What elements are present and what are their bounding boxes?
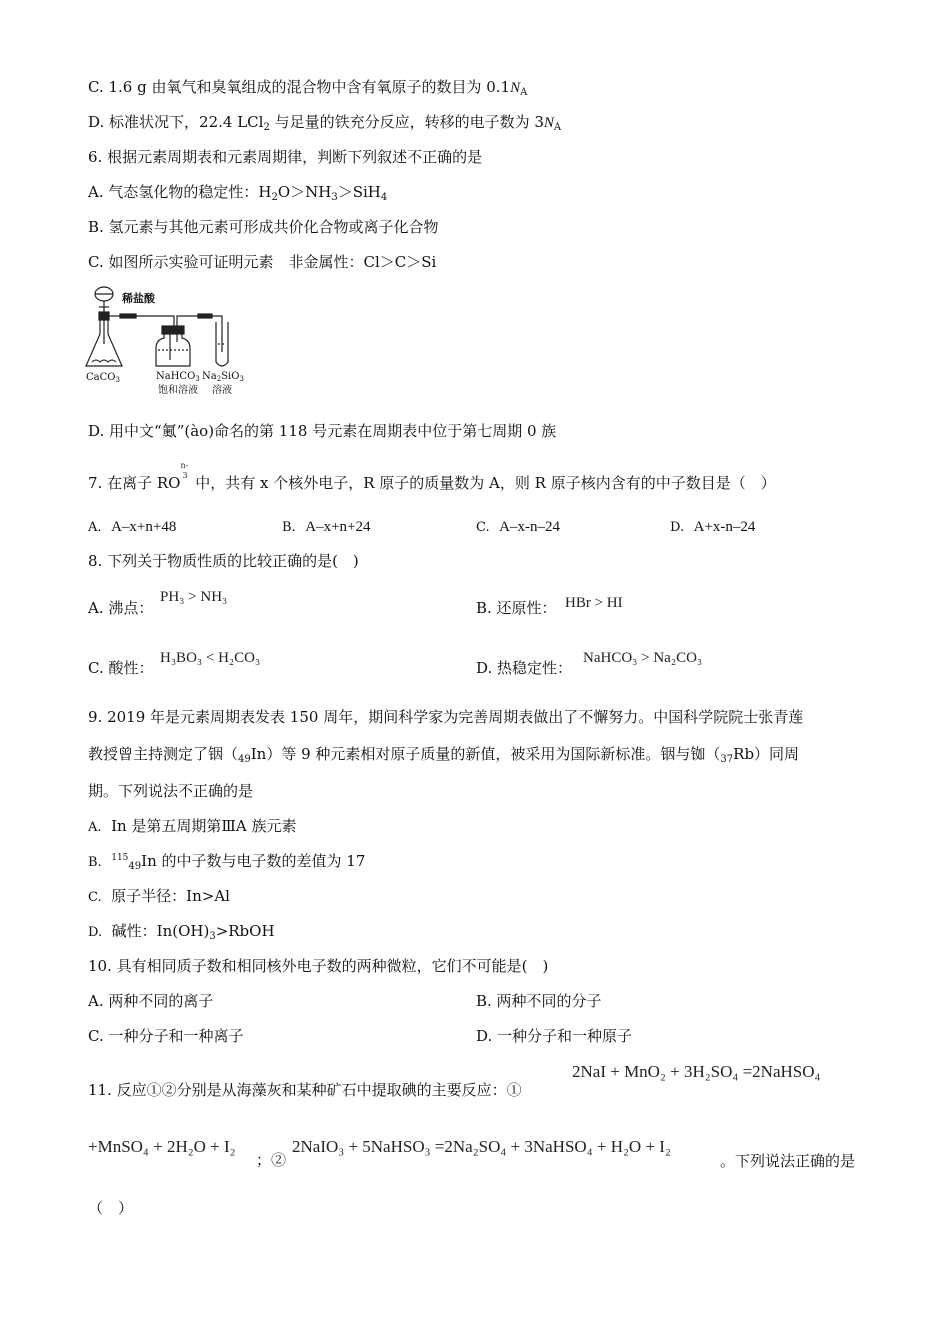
q6-option-d: D. 用中文“鿫”(ào)命名的第 118 号元素在周期表中位于第七周期 0 族 — [88, 422, 557, 440]
q8-stem: 8. 下列关于物质性质的比较正确的是( ) — [88, 552, 359, 570]
q9-option-b: B. $^{115}_{49}$In 的中子数与电子数的差值为 17 — [88, 852, 366, 872]
q11-equation-2: 2NaIO₃ + 5NaHSO₃ =2Na₂SO₄ + 3NaHSO₄ + H₂O + I₂ — [292, 1137, 671, 1156]
q11-separator: ；② — [256, 1151, 287, 1169]
q10-option-c: C. 一种分子和一种离子 — [88, 1027, 244, 1045]
q8-option-c: C. 酸性： — [88, 659, 154, 677]
q8-formula-b: HBr > HI — [565, 595, 623, 611]
q9-stem-line1: 9. 2019 年是元素周期表发表 150 周年，期间科学家为完善周期表做出了不懈努力。中国科学院院士张青莲 — [88, 708, 804, 726]
q6-option-c: C. 如图所示实验可证明元素 非金属性：Cl＞C＞Si — [88, 253, 437, 271]
q9-option-c: C. 原子半径：In>Al — [88, 887, 230, 905]
q7-option-d: D. A+x-n–24 — [670, 519, 756, 535]
q9-stem-line3: 期。下列说法不正确的是 — [88, 782, 254, 800]
q6-option-b: B. 氢元素与其他元素可形成共价化合物或离子化合物 — [88, 218, 439, 236]
q10-stem: 10. 具有相同质子数和相同核外电子数的两种微粒，它们不可能是( ) — [88, 957, 549, 975]
q11-equation-1b: +MnSO₄ + 2H₂O + I₂ — [88, 1137, 236, 1156]
q8-formula-c: H₃BO₃ < H₂CO₃ — [160, 650, 261, 666]
fig-label-caco3: CaCO$_3$ — [86, 372, 120, 384]
q6-stem: 6. 根据元素周期表和元素周期律，判断下列叙述不正确的是 — [88, 148, 483, 166]
q10-option-a: A. 两种不同的离子 — [88, 992, 214, 1010]
q11-answer-paren: （ ） — [88, 1199, 134, 1217]
q8-formula-a: PH₃ > NH₃ — [160, 589, 228, 605]
q11-stem: 11. 反应①②分别是从海藻灰和某种矿石中提取碘的主要反应：① — [88, 1081, 522, 1099]
q8-option-b: B. 还原性： — [476, 599, 557, 617]
q6-option-a: A. 气态氢化物的稳定性：$H_2O>NH_3>SiH_4$ — [88, 183, 388, 203]
fig-label-saturated: 饱和溶液 — [158, 385, 198, 396]
q9-option-d: D. 碱性：$In(OH)_3>RbOH$ — [88, 922, 275, 942]
q11-tail: 。下列说法正确的是 — [720, 1152, 856, 1170]
q11-equation-1a: 2NaI + MnO₂ + 3H₂SO₄ =2NaHSO₄ — [572, 1062, 821, 1081]
q7-option-b: B. A–x+n+24 — [282, 519, 371, 535]
q8-option-d: D. 热稳定性： — [476, 659, 573, 677]
fig-label-na2sio3: $Na_2SiO_3$ — [202, 371, 244, 383]
fig-label-acid: 稀盐酸 — [122, 292, 155, 305]
q5-option-c: C. 1.6 g 由氧气和臭氧组成的混合物中含有氧原子的数目为 $0.1N_A$ — [88, 78, 528, 98]
q10-option-d: D. 一种分子和一种原子 — [476, 1027, 633, 1045]
q9-stem-line2: 教授曾主持测定了铟$(_{49}In)$等 9 种元素相对原子质量的新值，被采用为国际新标准。铟与铷$(_{37}Rb)$同周 — [88, 745, 800, 765]
q7-stem: 7. 在离子 RO n- 3 中，共有 x 个核外电子，R 原子的质量数为 A，则 R 原子核内含有的中子数目是（ ） — [88, 461, 776, 492]
fig-label-nahco3: NaHCO$_3$ — [156, 371, 200, 383]
q9-option-a: A. In 是第五周期第ⅢA 族元素 — [88, 817, 297, 835]
q8-formula-d: NaHCO₃ > Na₂CO₃ — [583, 650, 703, 666]
q7-option-a: A. A–x+n+48 — [88, 519, 177, 535]
apparatus-figure — [80, 282, 280, 400]
q5-option-d: D. 标准状况下，22.4 LCl$_2$ 与足量的铁充分反应，转移的电子数为 $3N_A$ — [88, 113, 562, 133]
q8-option-a: A. 沸点： — [88, 599, 154, 617]
q10-option-b: B. 两种不同的分子 — [476, 992, 602, 1010]
q7-option-c: C. A–x-n–24 — [476, 519, 560, 535]
fig-label-solution: 溶液 — [212, 385, 232, 396]
